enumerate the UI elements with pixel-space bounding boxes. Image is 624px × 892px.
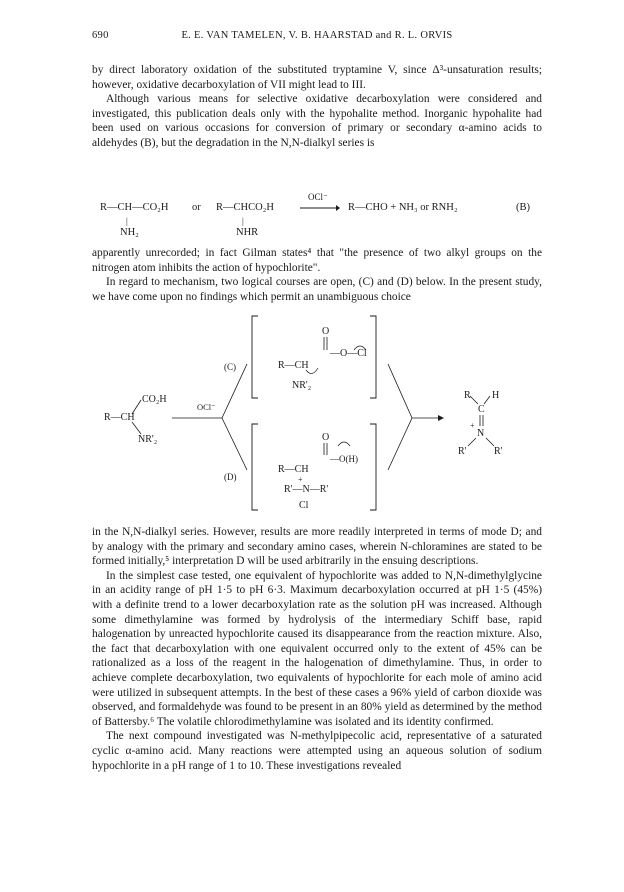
c-rch: R—CH	[278, 360, 309, 371]
text-block-mid	[92, 246, 542, 304]
start-rch: R—CH	[104, 412, 135, 423]
reactant-1: R—CH—CO₂H	[100, 202, 169, 213]
prod-h: H	[492, 390, 500, 401]
paragraph: In regard to mechanism, two logical courses are open, (C) and (D) below. In the present study, we have come upon no findings which permit an unambiguous choice	[92, 276, 542, 303]
product-arrowhead	[438, 415, 444, 421]
bracket-c-right	[370, 316, 376, 398]
reagent-ocl: OCl⁻	[197, 402, 216, 412]
merge-c-line	[388, 364, 412, 418]
start-co2h: CO₂H	[142, 394, 167, 405]
bracket-d-left	[252, 424, 258, 510]
path-d-label: (D)	[224, 472, 237, 482]
paragraph: The next compound investigated was N-methylpipecolic acid, representative of a saturated cyclic α-amino acid. Many reactions were attempted using an aqueous solution of sodium hypochlorite in a pH range of 1 to 10. These investigations revealed	[92, 730, 542, 772]
path-d-arrow	[222, 418, 247, 470]
start-nr2: NR'₂	[138, 434, 158, 445]
d-rch: R—CH	[278, 464, 309, 475]
d-oh: —O(H)	[330, 454, 358, 464]
d-rnr: R'—N—R'	[284, 484, 329, 495]
merge-d-line	[388, 418, 412, 470]
page-number: 690	[92, 30, 109, 41]
reaction-arrow	[300, 204, 340, 212]
reactant-2: R—CHCO₂H	[216, 202, 274, 213]
paragraph: in the N,N-dialkyl series. However, results are more readily interpreted in terms of mode D; and by analogy with the primary and secondary amino cases, wherein N-chloramines are stated to be formed initially,⁵ interpretation D will be used arbitrarily in the ensuing descriptions.	[92, 526, 542, 568]
running-header	[92, 30, 542, 46]
text-block-top	[92, 63, 542, 151]
prod-plus: +	[470, 421, 475, 430]
c-nr2: NR'₂	[292, 380, 312, 391]
paragraph: apparently unrecorded; in fact Gilman states⁴ that "the presence of two alkyl groups on the nitrogen atom inhibits the action of hypochlorite".	[92, 247, 542, 274]
reactant-1-amine: NH₂	[120, 227, 139, 238]
reactant-2-amine: NHR	[236, 227, 259, 238]
path-c-arrow	[222, 364, 247, 418]
running-authors: E. E. VAN TAMELEN, V. B. HAARSTAD and R. L. ORVIS	[181, 30, 453, 41]
bracket-c-left	[252, 316, 258, 398]
reaction-scheme-b: R—CH—CO₂H | NH₂ or R—CHCO₂H | NHR OCl⁻ R—CHO + NH₃ or RNH₂ (B)	[100, 192, 530, 238]
prod-r2: R'	[494, 446, 503, 457]
prod-r: R	[464, 390, 471, 401]
d-cl: Cl	[299, 500, 309, 511]
bracket-d-right	[370, 424, 376, 510]
paragraph: by direct laboratory oxidation of the substituted tryptamine V, since Δ³-unsaturation results; however, oxidative decarboxylation of VII might lead to III.	[92, 64, 542, 91]
reagent-label: OCl⁻	[308, 192, 328, 202]
c-ocl: —O—Cl	[330, 348, 367, 359]
or-text: or	[192, 202, 201, 213]
products: R—CHO + NH₃ or RNH₂	[348, 202, 458, 213]
prod-c: C	[478, 404, 485, 415]
equation-label: (B)	[516, 202, 530, 213]
mechanism-scheme	[92, 312, 542, 517]
prod-r1: R'	[458, 446, 467, 457]
d-oxygen: O	[322, 432, 330, 443]
paragraph: Although various means for selective oxidative decarboxylation were considered and investigated, this publication deals only with the hypohalite method. Inorganic hypohalite had been used on various occasions for conversion of primary or secondary α-amino acids to aldehydes (B), but the degradation in the N,N-dialkyl series is	[92, 93, 542, 149]
prod-n: N	[477, 428, 485, 439]
paragraph: In the simplest case tested, one equivalent of hypochlorite was added to N,N-dimethylglycine in an acidity range of pH 1·5 to pH 6·3. Maximum decarboxylation occurred at pH 1·5 (45%) with a definite trend to a lower decarboxylation rate as the solution pH was increased. Although some dimethylamine was formed by hydrolysis of the intermediary Schiff base, rapid halogenation by unreacted hypochlorite caused its disappearance from the reaction mixture. Also, the fact that decarboxylation with one equivalent occurred only to the extent of 45% can be rationalized as a loss of the reagent in the halogenation of dimethylamine. Thus, in order to achieve complete decarboxylation, two equivalents of hypochlorite for each mole of amino acid were utilized in subsequent attempts. In the best of these cases a 96% yield of carbon dioxide was observed, and formaldehyde was found to be present in an 80% yield as determined by the method of Battersby.⁶ The volatile chlorodimethylamine was isolated and its identity confirmed.	[92, 569, 542, 728]
c-oxygen: O	[322, 326, 330, 337]
d-plus: +	[298, 475, 303, 484]
text-block-bottom	[92, 525, 542, 773]
path-c-label: (C)	[224, 362, 236, 372]
